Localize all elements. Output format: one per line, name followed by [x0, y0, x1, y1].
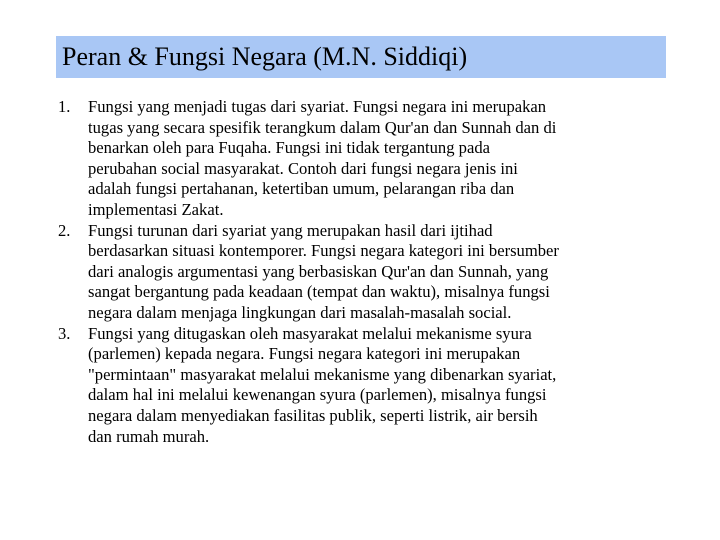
list-item — [58, 97, 664, 221]
text-line: implementasi Zakat. — [88, 199, 224, 219]
list-item-text — [88, 97, 664, 221]
text-line: dalam hal ini melalui kewenangan syura (parlemen), misalnya fungsi — [88, 385, 547, 405]
text-line: adalah fungsi pertahanan, ketertiban umum, pelarangan riba dan — [88, 179, 515, 199]
list-item-number: 2. — [58, 220, 71, 240]
text-line: negara dalam menyediakan fasilitas publik, seperti listrik, air bersih — [88, 405, 538, 425]
text-line: (parlemen) kepada negara. Fungsi negara kategori ini merupakan — [88, 344, 521, 364]
text-line: Fungsi yang ditugaskan oleh masyarakat melalui mekanisme syura — [88, 323, 532, 343]
text-line: negara dalam menjaga lingkungan dari masalah-masalah social. — [88, 302, 512, 322]
text-line: Fungsi turunan dari syariat yang merupakan hasil dari ijtihad — [88, 220, 493, 240]
text-line: sangat bergantung pada keadaan (tempat dan waktu), misalnya fungsi — [88, 282, 550, 302]
text-line: berdasarkan situasi kontemporer. Fungsi negara kategori ini bersumber — [88, 241, 559, 261]
slide-title: Peran & Fungsi Negara (M.N. Siddiqi) — [62, 42, 468, 71]
title-bar — [56, 36, 666, 78]
text-line: dan rumah murah. — [88, 426, 210, 446]
list-item-text — [88, 324, 664, 448]
list-item — [58, 324, 664, 448]
list-item-number: 1. — [58, 97, 71, 116]
text-line: "permintaan" masyarakat melalui mekanisme yang dibenarkan syariat, — [88, 364, 557, 384]
text-line: perubahan social masyarakat. Contoh dari fungsi negara jenis ini — [88, 158, 518, 178]
list-item-text — [88, 221, 664, 324]
text-line: tugas yang secara spesifik terangkum dalam Qur'an dan Sunnah dan di — [88, 117, 557, 137]
list-item-number: 3. — [58, 323, 71, 343]
list-item — [58, 221, 664, 324]
text-line: Fungsi yang menjadi tugas dari syariat. Fungsi negara ini merupakan — [88, 97, 547, 116]
numbered-list — [58, 97, 664, 447]
text-line: dari analogis argumentasi yang berbasiskan Qur'an dan Sunnah, yang — [88, 261, 549, 281]
text-line: benarkan oleh para Fuqaha. Fungsi ini tidak tergantung pada — [88, 138, 490, 158]
